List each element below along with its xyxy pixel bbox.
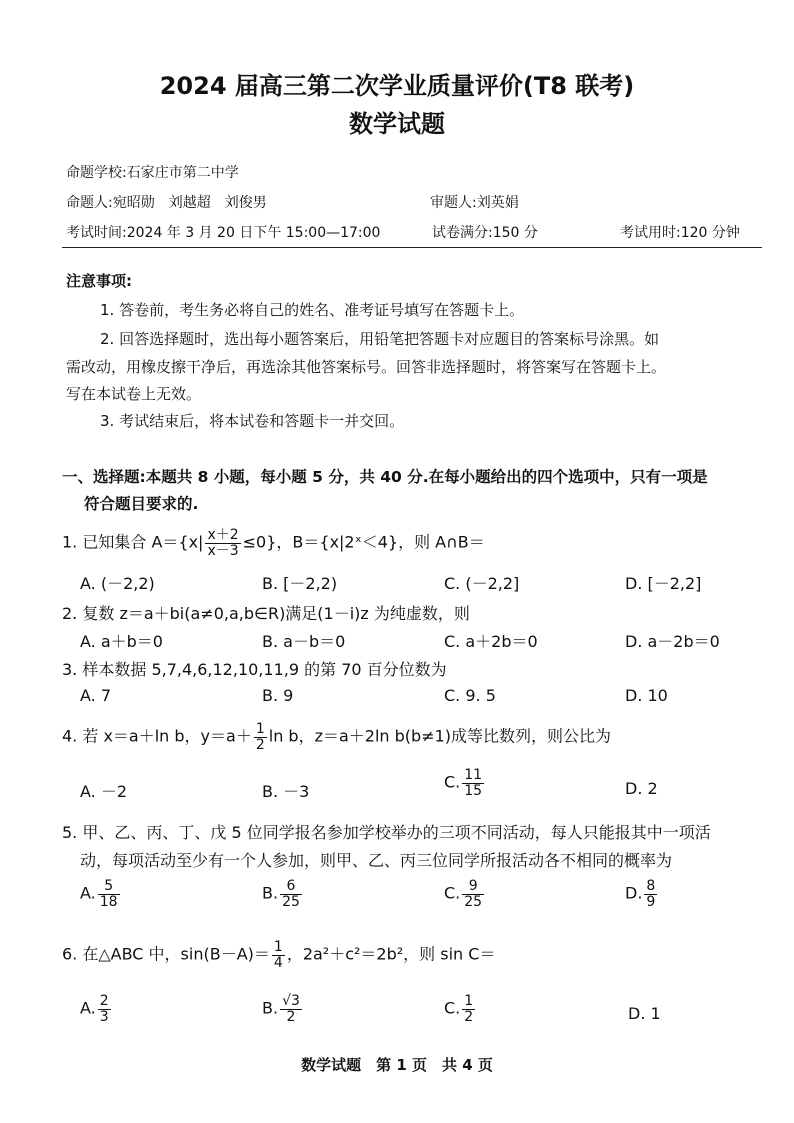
- note-line: 3. 考试结束后，将本试卷和答题卡一并交回。: [100, 412, 405, 430]
- option-label: B.: [262, 998, 279, 1018]
- meta-time: 考试时间:2024 年 3 月 20 日下午 15:00—17:00: [66, 225, 381, 241]
- option-label: D.: [625, 883, 643, 903]
- q1-fraction: [205, 528, 240, 558]
- note-line: 1. 答卷前，考生务必将自己的姓名、准考证号填写在答题卡上。: [100, 301, 525, 319]
- note-line: 需改动，用橡皮擦干净后，再选涂其他答案标号。回答非选择题时，将答案写在答题卡上。: [66, 358, 667, 376]
- q2-option-b[interactable]: B. a－b＝0: [262, 632, 346, 651]
- meta-school: 命题学校:石家庄市第二中学: [66, 165, 239, 181]
- frac-num: 2: [99, 993, 109, 1009]
- exam-title: 2024 届高三第二次学业质量评价(T8 联考): [159, 72, 635, 100]
- q6-stem-b: ，2a²＋c²＝2b²，则 sin C＝: [286, 944, 496, 964]
- q5-option-b[interactable]: [262, 879, 304, 909]
- meta-duration: 考试用时:120 分钟: [620, 225, 740, 241]
- q4-option-a[interactable]: A. －2: [80, 782, 128, 801]
- q4-frac-den: 2: [255, 736, 265, 753]
- option-label: B.: [262, 883, 279, 903]
- q1-option-c[interactable]: C. (－2,2]: [444, 574, 520, 593]
- frac-num: 9: [462, 879, 484, 895]
- frac-den: 2: [464, 1008, 474, 1025]
- frac-num: 6: [280, 879, 302, 895]
- q5-option-d[interactable]: [625, 879, 659, 909]
- header-divider: [62, 247, 762, 248]
- question-5-stem-cont: 动，每项活动至少有一个人参加，则甲、乙、丙三位同学所报活动各不相同的概率为: [80, 851, 673, 870]
- meta-reviewer: 审题人:刘英娟: [430, 195, 519, 211]
- q4-stem-a: 4. 若 x＝a＋ln b，y＝a＋: [62, 726, 252, 746]
- q3-option-a[interactable]: A. 7: [80, 686, 112, 705]
- option-fraction: [462, 879, 484, 909]
- q1-option-a[interactable]: A. (－2,2): [80, 574, 155, 593]
- exam-subtitle: 数学试题: [349, 110, 445, 138]
- q5-option-a[interactable]: [80, 879, 122, 909]
- option-fraction: [644, 879, 657, 909]
- option-fraction: [280, 994, 302, 1024]
- q2-option-a[interactable]: A. a＋b＝0: [80, 632, 163, 651]
- question-2-stem: 2. 复数 z＝a＋bi(a≠0,a,b∈R)满足(1－i)z 为纯虚数，则: [62, 604, 470, 623]
- q4-option-c-label: C.: [444, 772, 461, 792]
- q4-option-d[interactable]: D. 2: [625, 779, 658, 798]
- q6-frac-den: 4: [273, 954, 283, 971]
- frac-num: 5: [98, 879, 120, 895]
- q1-frac-num: x＋2: [207, 527, 239, 543]
- q4-option-c-fraction: [462, 768, 484, 798]
- question-1-stem: [62, 528, 485, 558]
- frac-den: 3: [99, 1008, 109, 1025]
- q2-option-c[interactable]: C. a＋2b＝0: [444, 632, 538, 651]
- question-4-stem: [62, 722, 611, 752]
- section-heading: 一、选择题:本题共 8 小题，每小题 5 分，共 40 分.在每小题给出的四个选项中，只有一项是: [62, 468, 708, 486]
- q6-option-b[interactable]: [262, 994, 304, 1024]
- q4-frac-num: 1: [255, 721, 265, 737]
- q1-option-d[interactable]: D. [－2,2]: [625, 574, 702, 593]
- option-label: A.: [80, 998, 96, 1018]
- option-fraction: [280, 879, 302, 909]
- q5-option-c[interactable]: [444, 879, 486, 909]
- q6-option-d[interactable]: D. 1: [628, 1004, 661, 1023]
- q1-option-b[interactable]: B. [－2,2): [262, 574, 338, 593]
- frac-den: 2: [286, 1008, 296, 1025]
- q6-fraction: [272, 940, 285, 970]
- frac-num: 11: [464, 767, 483, 783]
- frac-den: 18: [99, 893, 118, 910]
- q3-option-c[interactable]: C. 9. 5: [444, 686, 496, 705]
- q1-frac-den: x－3: [207, 542, 239, 559]
- q3-option-d[interactable]: D. 10: [625, 686, 668, 705]
- option-label: C.: [444, 998, 461, 1018]
- option-label: C.: [444, 883, 461, 903]
- question-6-stem: [62, 940, 495, 970]
- frac-den: 25: [464, 893, 483, 910]
- section-heading-cont: 符合题目要求的.: [84, 495, 199, 513]
- option-fraction: [462, 994, 475, 1024]
- q1-stem-b: ≤0}，B＝{x|2ˣ＜4}，则 A∩B＝: [242, 532, 485, 552]
- q4-stem-b: ln b，z＝a＋2ln b(b≠1)成等比数列，则公比为: [268, 726, 612, 746]
- q4-option-c[interactable]: [444, 768, 486, 798]
- q4-option-b[interactable]: B. －3: [262, 782, 310, 801]
- note-line: 2. 回答选择题时，选出每小题答案后，用铅笔把答题卡对应题目的答案标号涂黑。如: [100, 330, 660, 348]
- q1-stem-a: 1. 已知集合 A＝{x|: [62, 532, 204, 552]
- note-line: 写在本试卷上无效。: [66, 385, 202, 403]
- option-label: A.: [80, 883, 96, 903]
- q3-option-b[interactable]: B. 9: [262, 686, 294, 705]
- q2-option-d[interactable]: D. a－2b＝0: [625, 632, 720, 651]
- notes-heading: 注意事项:: [66, 272, 132, 290]
- option-fraction: [98, 879, 120, 909]
- meta-authors: 命题人:宛昭勋 刘越超 刘俊男: [66, 195, 267, 211]
- frac-num: 8: [646, 878, 656, 894]
- option-fraction: [98, 994, 111, 1024]
- question-5-stem: 5. 甲、乙、丙、丁、戊 5 位同学报名参加学校举办的三项不同活动，每人只能报其中一项活: [62, 823, 711, 842]
- q6-stem-a: 6. 在△ABC 中，sin(B－A)＝: [62, 944, 270, 964]
- q6-option-a[interactable]: [80, 994, 113, 1024]
- q4-fraction: [254, 722, 267, 752]
- question-3-stem: 3. 样本数据 5,7,4,6,12,10,11,9 的第 70 百分位数为: [62, 660, 447, 679]
- frac-num: √3: [282, 993, 300, 1009]
- meta-full-score: 试卷满分:150 分: [432, 225, 538, 241]
- q6-frac-num: 1: [273, 939, 283, 955]
- frac-den: 15: [464, 782, 483, 799]
- page-footer: 数学试题 第 1 页 共 4 页: [301, 1056, 493, 1074]
- frac-num: 1: [464, 993, 474, 1009]
- q6-option-c[interactable]: [444, 994, 477, 1024]
- frac-den: 9: [646, 893, 656, 910]
- frac-den: 25: [282, 893, 300, 910]
